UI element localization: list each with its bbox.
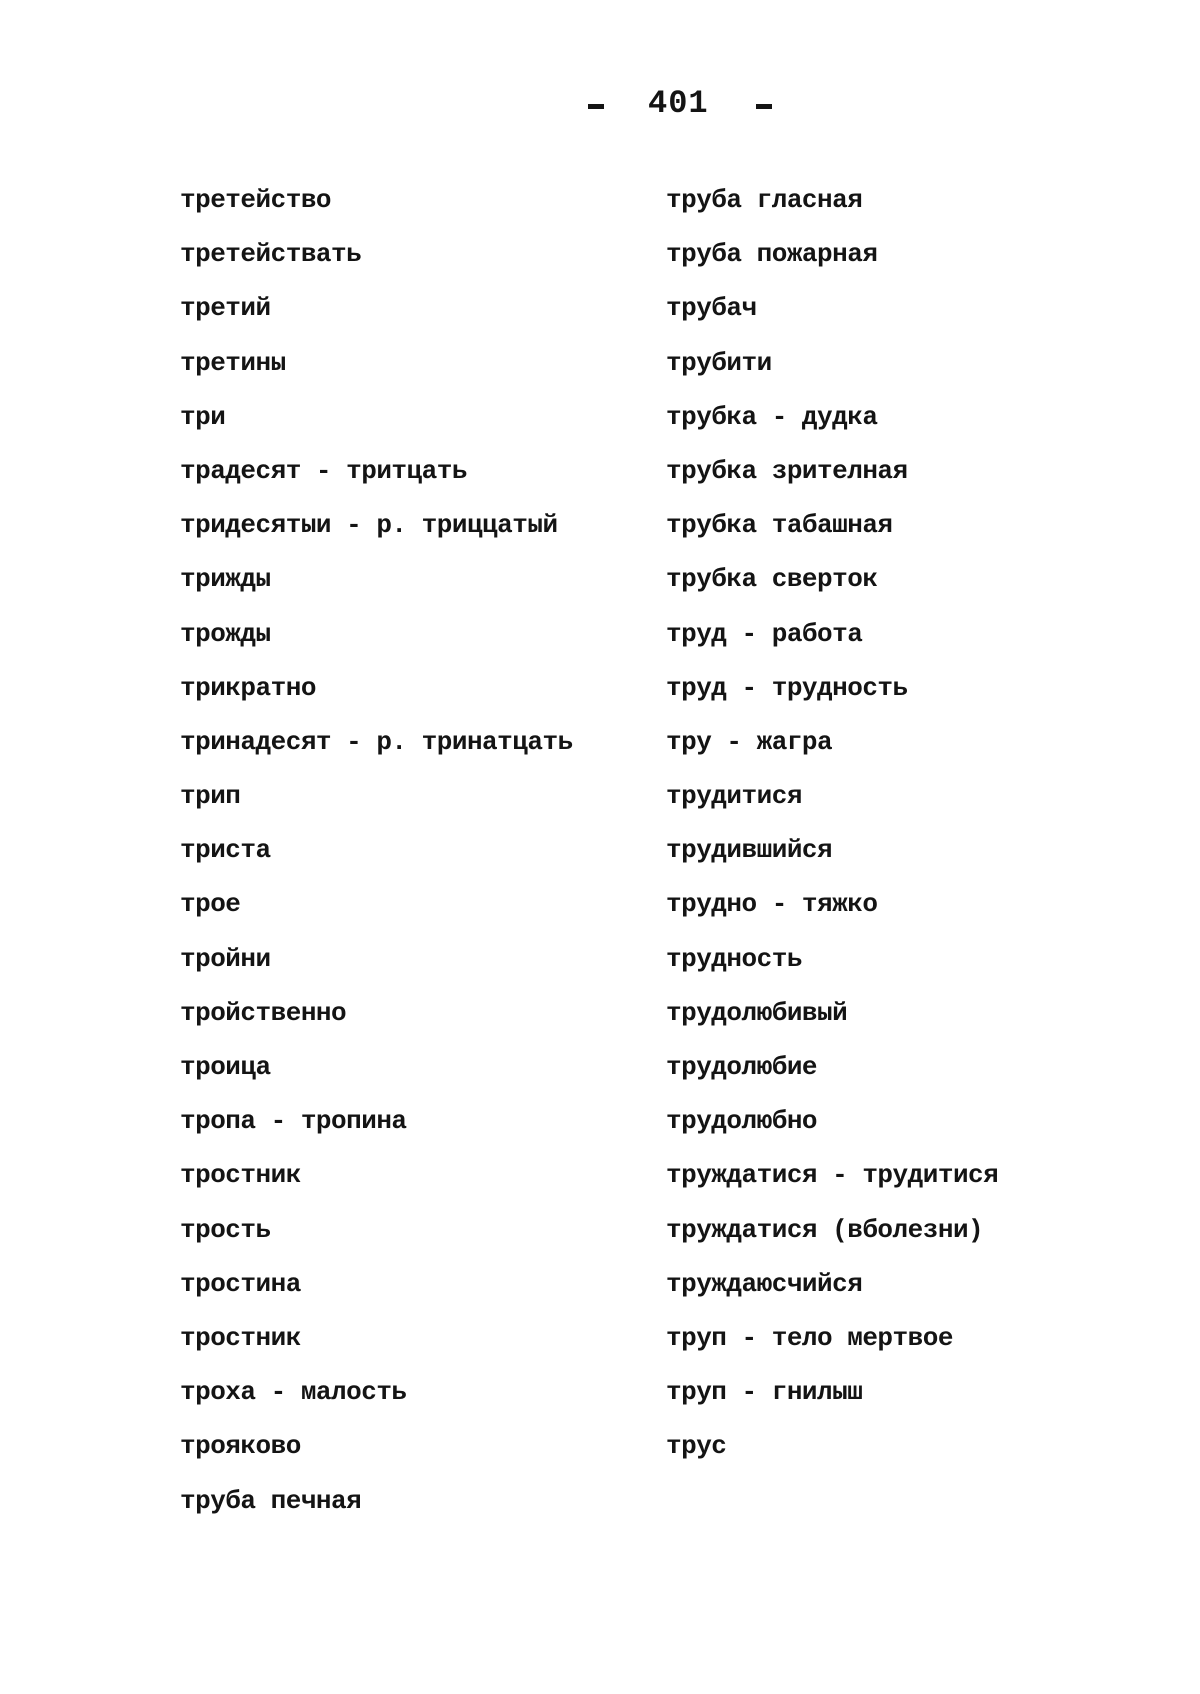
list-item: трое <box>180 889 241 920</box>
list-item: тройни <box>180 943 271 974</box>
list-item: трубка - дудка <box>666 401 878 432</box>
page-header <box>0 80 1200 128</box>
list-item: труждатися (вболезни) <box>666 1214 984 1245</box>
list-item: тридесятыи - р. триццатый <box>180 510 558 541</box>
list-item: трудно - тяжко <box>666 889 878 920</box>
list-item: третины <box>180 347 286 378</box>
list-item: традесят - тритцать <box>180 455 467 486</box>
list-item: трубка зрителная <box>666 455 908 486</box>
list-item: трижды <box>180 564 271 595</box>
page-number: 401 <box>648 85 709 122</box>
list-item: труба печная <box>180 1485 362 1516</box>
list-item: трикратно <box>180 672 316 703</box>
list-item: тропа - тропина <box>180 1106 407 1137</box>
list-item: третий <box>180 293 271 324</box>
list-item: тринадесят - р. тринатцать <box>180 726 573 757</box>
list-item: трип <box>180 781 241 812</box>
list-item: труд - работа <box>666 618 863 649</box>
list-item: трожды <box>180 618 271 649</box>
list-item: тростник <box>180 1160 301 1191</box>
list-item: третейство <box>180 185 332 215</box>
list-item: тру - жагра <box>666 726 833 757</box>
list-item: трудолюбивый <box>666 997 848 1028</box>
list-item: трудитися <box>666 781 802 812</box>
list-item: труба пожарная <box>666 239 878 270</box>
list-item: третействать <box>180 239 362 270</box>
list-item: труп - гнилыш <box>666 1377 863 1408</box>
list-item: труд - трудность <box>666 672 908 703</box>
list-item: три <box>180 401 226 432</box>
list-item: труп - тело мертвое <box>666 1322 953 1353</box>
list-item: тройственно <box>180 997 347 1028</box>
list-item: трость <box>180 1214 271 1245</box>
list-item: труба гласная <box>666 185 863 215</box>
list-item: триста <box>180 835 271 866</box>
list-item: труждаюсчийся <box>666 1268 863 1299</box>
word-list-left-column <box>180 178 640 1533</box>
word-list-right-column <box>666 178 1086 1479</box>
list-item: тростина <box>180 1268 301 1299</box>
list-item: трубач <box>666 293 757 324</box>
list-item: троха - малость <box>180 1377 407 1408</box>
list-item: трубка сверток <box>666 564 878 595</box>
list-item: трус <box>666 1431 727 1462</box>
list-item: трудолюбие <box>666 1052 818 1082</box>
header-dash-left <box>588 104 604 109</box>
list-item: трубити <box>666 347 772 378</box>
list-item: трудившийся <box>666 835 833 866</box>
list-item: троица <box>180 1052 271 1082</box>
header-dash-right <box>756 104 772 109</box>
list-item: трудность <box>666 943 802 974</box>
list-item: трудолюбно <box>666 1106 818 1137</box>
list-item: труждатися - трудитися <box>666 1160 999 1191</box>
list-item: трояково <box>180 1431 301 1462</box>
list-item: трубка табашная <box>666 510 893 541</box>
list-item: тростник <box>180 1322 301 1353</box>
